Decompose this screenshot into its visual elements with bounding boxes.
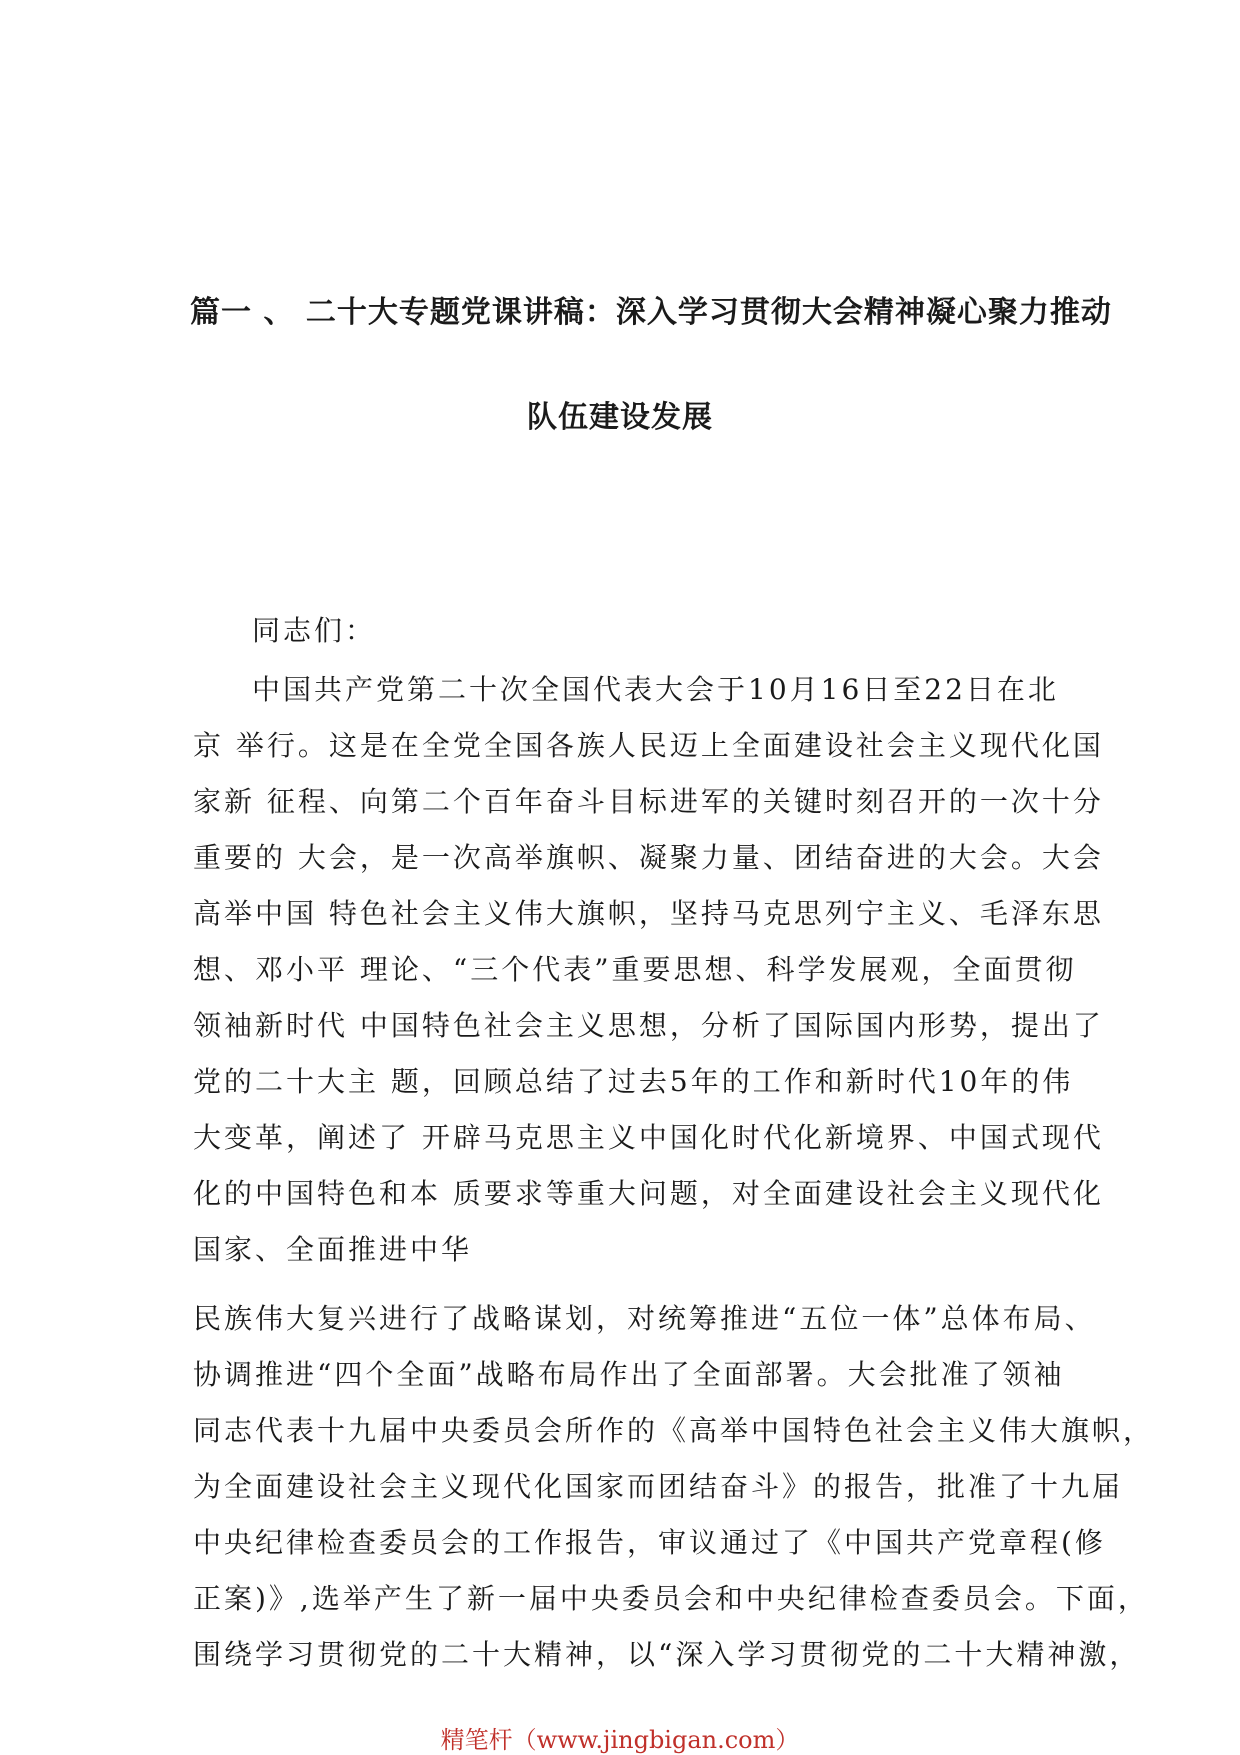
paragraph-2-line: 同志代表十九届中央委员会所作的《高举中国特色社会主义伟大旗帜，	[193, 1414, 1155, 1447]
paragraph-1-line: 高举中国 特色社会主义伟大旗帜，坚持马克思列宁主义、毛泽东思	[193, 897, 1104, 930]
document-title-line-1: 篇一 、 二十大专题党课讲稿：深入学习贯彻大会精神凝心聚力推动	[190, 295, 1112, 330]
paragraph-1-line: 国家、全面推进中华	[193, 1233, 473, 1266]
paragraph-1-line: 中国共产党第二十次全国代表大会于10月16日至22日在北	[252, 673, 1059, 706]
paragraph-2-line: 民族伟大复兴进行了战略谋划，对统筹推进“五位一体”总体布局、	[193, 1302, 1096, 1335]
paragraph-1-line: 党的二十大主 题，回顾总结了过去5年的工作和新时代10年的伟	[193, 1065, 1074, 1098]
paragraph-1-line: 家新 征程、向第二个百年奋斗目标进军的关键时刻召开的一次十分	[193, 785, 1104, 818]
paragraph-2-line: 围绕学习贯彻党的二十大精神，以“深入学习贯彻党的二十大精神激，	[193, 1638, 1141, 1671]
paragraph-2-line: 正案)》,选举产生了新一届中央委员会和中央纪律检查委员会。下面，	[193, 1582, 1149, 1615]
paragraph-1-line: 京 举行。这是在全党全国各族人民迈上全面建设社会主义现代化国	[193, 729, 1104, 762]
paragraph-2-line: 协调推进“四个全面”战略布局作出了全面部署。大会批准了领袖	[193, 1358, 1065, 1391]
paragraph-2-line: 中央纪律检查委员会的工作报告，审议通过了《中国共产党章程(修	[193, 1526, 1106, 1559]
greeting: 同志们：	[252, 614, 377, 647]
paragraph-1-line: 重要的 大会，是一次高举旗帜、凝聚力量、团结奋进的大会。大会	[193, 841, 1104, 874]
paragraph-1-line: 化的中国特色和本 质要求等重大问题，对全面建设社会主义现代化	[193, 1177, 1104, 1210]
paragraph-1-line: 领袖新时代 中国特色社会主义思想，分析了国际国内形势，提出了	[193, 1009, 1104, 1042]
paragraph-1-line: 想、邓小平 理论、“三个代表”重要思想、科学发展观，全面贯彻	[193, 953, 1077, 986]
document-title-line-2: 队伍建设发展	[527, 400, 713, 435]
paragraph-1-line: 大变革，阐述了 开辟马克思主义中国化时代化新境界、中国式现代	[193, 1121, 1104, 1154]
paragraph-2-line: 为全面建设社会主义现代化国家而团结奋斗》的报告，批准了十九届	[193, 1470, 1124, 1503]
footer-watermark-link[interactable]: 精笔杆（www.jingbigan.com）	[440, 1726, 800, 1754]
